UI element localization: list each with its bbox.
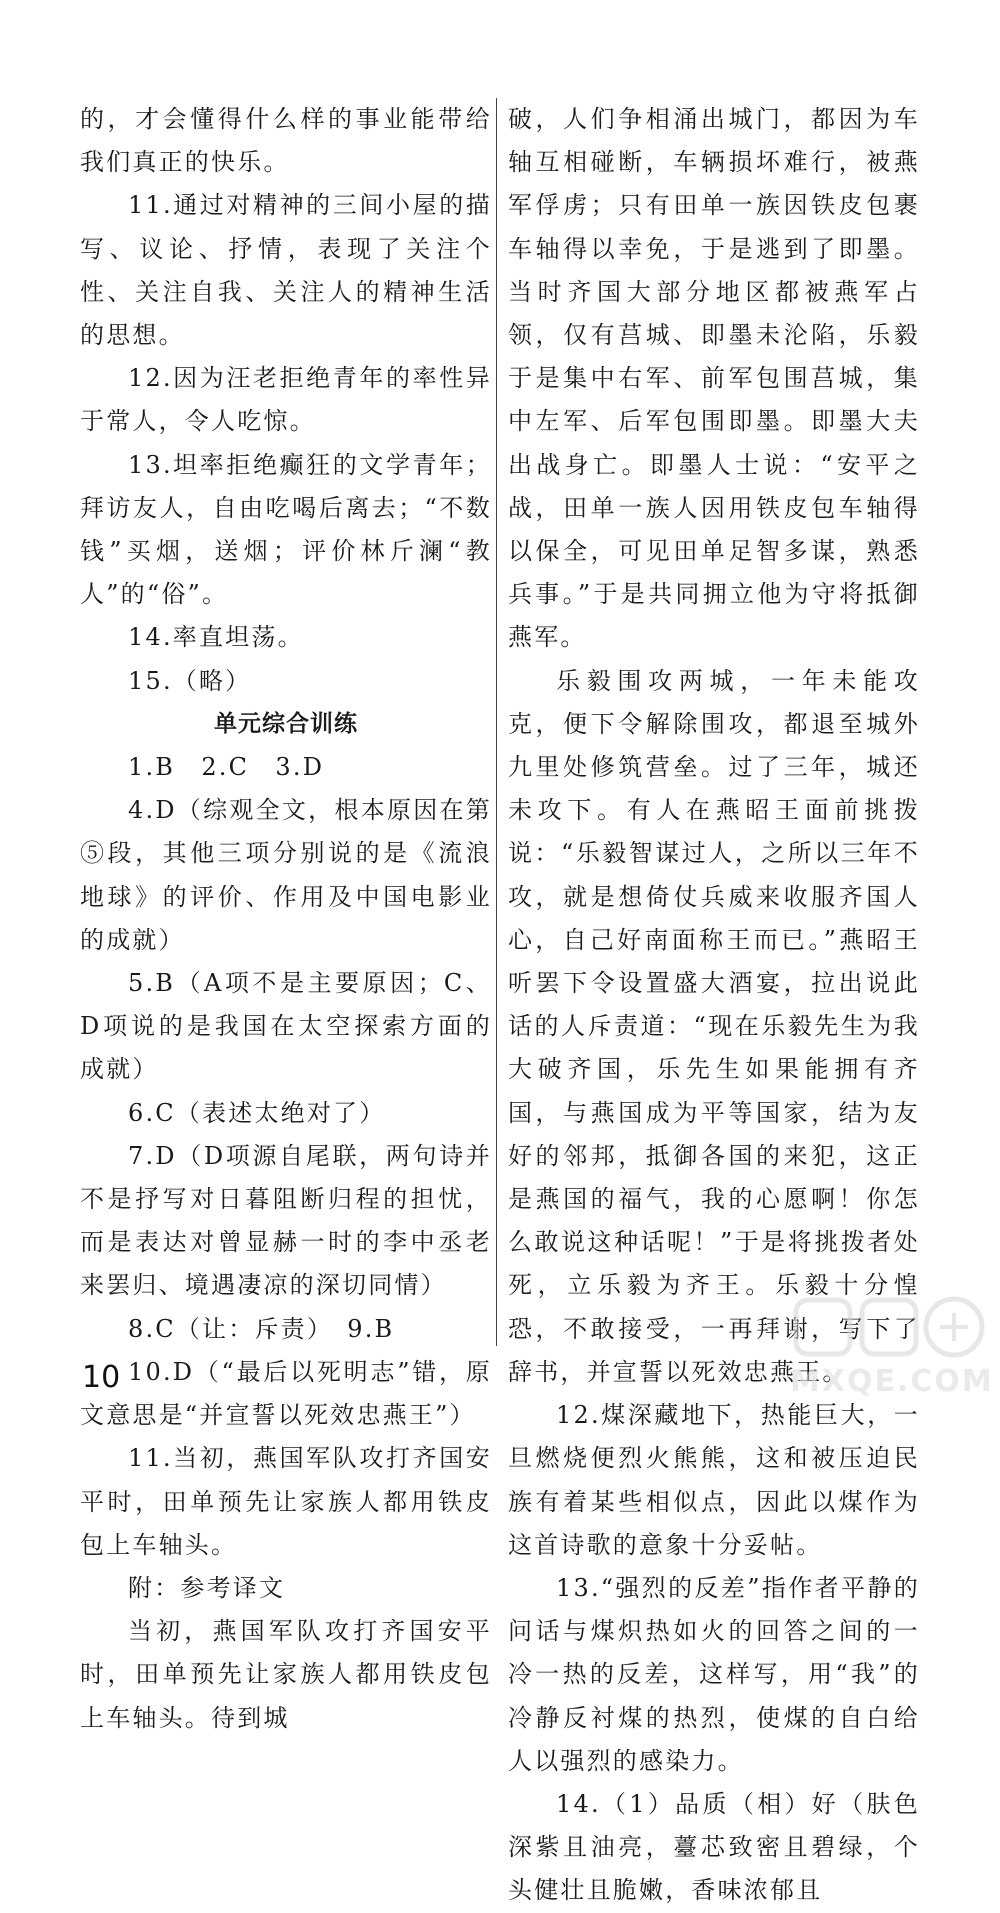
paragraph: 12.因为汪老拒绝青年的率性异于常人，令人吃惊。 bbox=[80, 364, 492, 436]
paragraph: 5.B（A项不是主要原因；C、D项说的是我国在太空探索方面的成就） bbox=[80, 969, 492, 1084]
paragraph: 8.C（让：斥责） 9.B bbox=[128, 1314, 395, 1343]
paragraph: 14.率直坦荡。 bbox=[128, 623, 304, 652]
right-column bbox=[508, 98, 920, 1913]
paragraph: 当初，燕国军队攻打齐国安平时，田单预先让家族人都用铁皮包上车轴头。待到城 bbox=[80, 1617, 492, 1732]
paragraph: 4.D（综观全文，根本原因在第⑤段，其他三项分别说的是《流浪地球》的评价、作用及中国电影业的成就） bbox=[80, 796, 492, 954]
paragraph: 10.D（“最后以死明志”错，原文意思是“并宣誓以死效忠燕王”） bbox=[80, 1357, 492, 1430]
paragraph: 13.坦率拒绝癫狂的文学青年；拜访友人，自由吃喝后离去；“不数钱”买烟，送烟；评价林斤澜“教人”的“俗”。 bbox=[80, 450, 492, 609]
paragraph: 1.B 2.C 3.D bbox=[128, 753, 325, 782]
paragraph: 破，人们争相涌出城门，都因为车轴互相碰断，车辆损坏难行，被燕军俘虏；只有田单一族因铁皮包裹车轴得以幸免，于是逃到了即墨。当时齐国大部分地区都被燕军占领，仅有莒城、即墨未沦陷，乐毅于是集中右军、前军包围莒城，集中左军、后军包围即墨。即墨大夫出战身亡。即墨人士说：“安平之战，田单一族人因用铁皮包车轴得以保全，可见田单足智多谋，熟悉兵事。”于是共同拥立他为守将抵御燕军。 bbox=[508, 105, 920, 652]
paragraph: 15.（略） bbox=[128, 666, 252, 695]
paragraph: 13.“强烈的反差”指作者平静的问话与煤炽热如火的回答之间的一冷一热的反差，这样写，用“我”的冷静反衬煤的热烈，使煤的自白给人以强烈的感染力。 bbox=[508, 1573, 920, 1775]
paragraph: 6.C（表述太绝对了） bbox=[128, 1098, 386, 1127]
page-number: 10 bbox=[82, 1360, 121, 1395]
paragraph: 11.通过对精神的三间小屋的描写、议论、抒情，表现了关注个性、关注自我、关注人的精神生活的思想。 bbox=[80, 191, 492, 350]
page-top-edge bbox=[0, 0, 1000, 1]
left-column bbox=[80, 98, 492, 1740]
watermark-emblem-icon bbox=[790, 1290, 990, 1370]
watermark-text: MXQE.COM bbox=[790, 1364, 994, 1399]
paragraph: 乐毅围攻两城，一年未能攻克，便下令解除围攻，都退至城外九里处修筑营垒。过了三年，城还未攻下。有人在燕昭王面前挑拨说：“乐毅智谋过人，之所以三年不攻，就是想倚仗兵威来收服齐国人心，自己好南面称王而已。”燕昭王听罢下令设置盛大酒宴，拉出说此话的人斥责道：“现在乐毅先生为我大破齐国，乐先生如果能拥有齐国，与燕国成为平等国家，结为友好的邻邦，抵御各国的来犯，这正是燕国的福气，我的心愿啊！你怎么敢说这种话呢！”于是将挑拨者处死，立乐毅为齐王。乐毅十分惶恐，不敢接受，一再拜谢，写下了辞书，并宣誓以死效忠燕王。 bbox=[508, 666, 920, 1386]
section-heading: 单元综合训练 bbox=[214, 710, 358, 737]
watermark-logo bbox=[790, 1290, 994, 1410]
paragraph: 附：参考译文 bbox=[128, 1573, 286, 1602]
paragraph: 11.当初，燕国军队攻打齐国安平时，田单预先让家族人都用铁皮包上车轴头。 bbox=[80, 1444, 492, 1559]
paragraph: 12.煤深藏地下，热能巨大，一旦燃烧便烈火熊熊，这和被压迫民族有着某些相似点，因此以煤作为这首诗歌的意象十分妥帖。 bbox=[508, 1401, 920, 1559]
column-divider bbox=[496, 98, 497, 1346]
paragraph: 的，才会懂得什么样的事业能带给我们真正的快乐。 bbox=[80, 105, 492, 177]
paragraph: 14.（1）品质（相）好（肤色深紫且油亮，薹芯致密且碧绿，个头健壮且脆嫩，香味浓郁且 bbox=[508, 1789, 920, 1905]
paragraph: 7.D（D项源自尾联，两句诗并不是抒写对日暮阻断归程的担忧，而是表达对曾显赫一时的李中丞老来罢归、境遇凄凉的深切同情） bbox=[80, 1141, 492, 1300]
